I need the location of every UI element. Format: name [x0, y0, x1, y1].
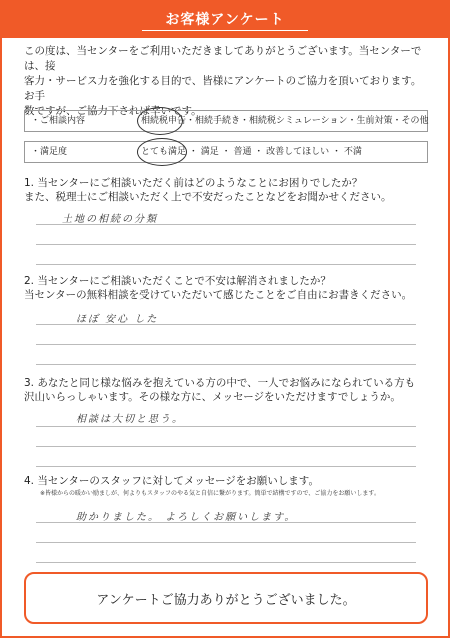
- intro-line: 数ですが、ご協力下されば幸いです。: [24, 105, 202, 117]
- question-line: また、税理士にご相談いただく上で不安だったことなどをお聞かせください。: [24, 191, 392, 203]
- question-4: [24, 474, 430, 488]
- header-bar: [2, 0, 448, 38]
- consultation-options[interactable]: 相続税申告・相続手続き・相続税シミュレーション・生前対策・その他: [141, 116, 429, 126]
- answer-line: [36, 466, 416, 467]
- thank-you-message: アンケートご協力ありがとうございました。: [96, 593, 356, 608]
- answer-line: [36, 244, 416, 245]
- selection-circle: [137, 107, 183, 135]
- answer-line: [36, 324, 416, 325]
- question-line: 当センターの無料相談を受けていただいて感じたことをご自由にお書きください。: [24, 289, 413, 301]
- answer-line: [36, 224, 416, 225]
- answer-line: [36, 522, 416, 523]
- selection-circle: [137, 138, 187, 166]
- answer-line: [36, 364, 416, 365]
- question-2: [24, 274, 430, 302]
- satisfaction-label: ・満足度: [31, 147, 68, 157]
- answer-2[interactable]: ほぼ 安心 した: [76, 314, 159, 325]
- answer-line: [36, 542, 416, 543]
- page-title: お客様アンケート: [165, 12, 285, 28]
- title-underline: [142, 30, 308, 31]
- question-line: 1. 当センターにご相談いただく前はどのようなことにお困りでしたか？: [24, 177, 363, 189]
- question-line: 2. 当センターにご相談いただくことで不安は解消されましたか？: [24, 275, 331, 287]
- question-3: [24, 376, 430, 404]
- answer-line: [36, 264, 416, 265]
- question-line: 沢山いらっしゃいます。その様な方に、メッセージをいただけますでしょうか。: [24, 391, 401, 403]
- answer-line: [36, 446, 416, 447]
- satisfaction-options[interactable]: とても満足 ・ 満足 ・ 普通 ・ 改善してほしい ・ 不満: [141, 147, 362, 157]
- question-line: 4. 当センターのスタッフに対してメッセージをお願いします。: [24, 475, 319, 487]
- intro-text: [24, 44, 428, 119]
- thank-you-box: [24, 572, 428, 624]
- answer-3[interactable]: 相談は大切と思う。: [76, 414, 184, 425]
- intro-line: この度は、当センターをご利用いただきましてありがとうございます。当センターでは、接: [24, 45, 422, 72]
- answer-line: [36, 562, 416, 563]
- answer-line: [36, 426, 416, 427]
- intro-line: 客力・サービス力を強化する目的で、皆様にアンケートのご協力を頂いております。お手: [24, 75, 422, 102]
- question-4-note: ※皆様からの暖かい励ましが、何よりもスタッフのやる気と自信に繋がります。簡単で結構ですので、ご協力をお願いします。: [40, 490, 380, 497]
- consultation-box[interactable]: [24, 110, 428, 132]
- question-line: 3. あなたと同じ様な悩みを抱えている方の中で、一人でお悩みになられている方も: [24, 377, 416, 389]
- answer-1[interactable]: 土地の相続の分類: [62, 214, 158, 225]
- consultation-label: ・ご相談内容: [31, 116, 86, 126]
- question-1: [24, 176, 430, 204]
- answer-4[interactable]: 助かりました。 よろしくお願いします。: [76, 512, 297, 523]
- answer-line: [36, 344, 416, 345]
- satisfaction-box[interactable]: [24, 141, 428, 163]
